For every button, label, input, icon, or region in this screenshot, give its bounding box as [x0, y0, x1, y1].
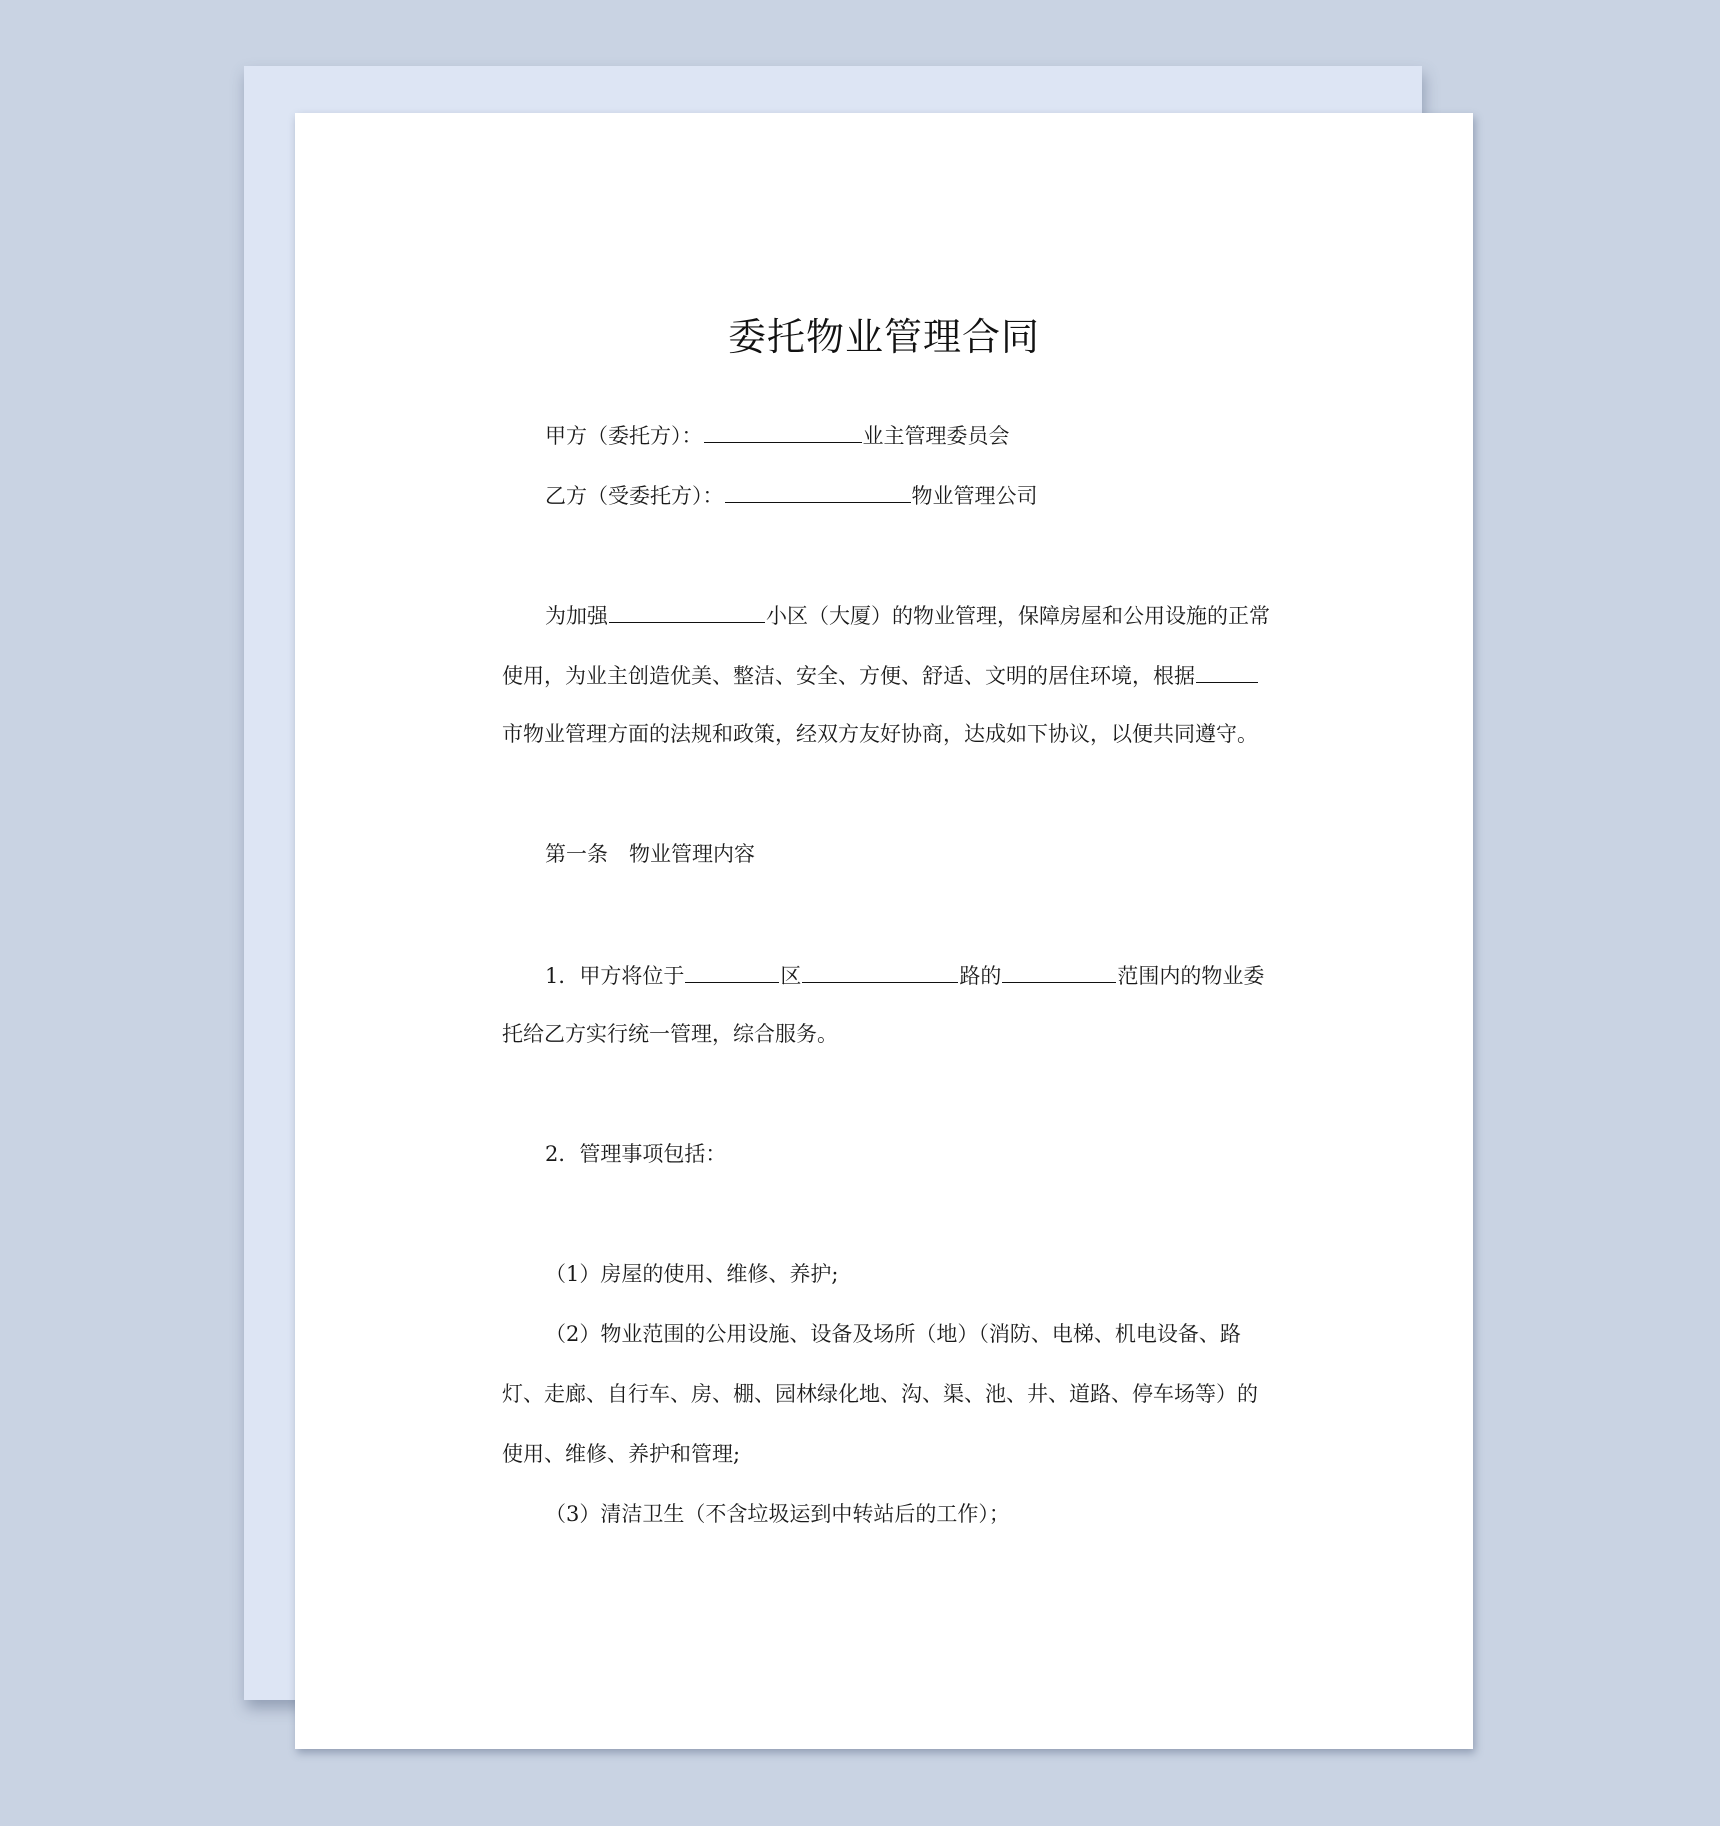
- district-blank[interactable]: [685, 960, 779, 983]
- party-b-line: [545, 480, 1038, 510]
- party-a-blank[interactable]: [704, 420, 862, 443]
- preamble-text-2: 使用，为业主创造优美、整洁、安全、方便、舒适、文明的居住环境，根据: [502, 664, 1195, 688]
- item1-prefix: 1．甲方将位于: [545, 964, 685, 988]
- scope-blank[interactable]: [1002, 960, 1116, 983]
- party-b-blank[interactable]: [725, 480, 911, 503]
- preamble-suffix: 小区（大厦）的物业管理，保障房屋和公用设施的正常: [766, 604, 1270, 628]
- party-b-suffix: 物业管理公司: [911, 484, 1038, 508]
- item1-district: 区: [780, 964, 802, 988]
- item-2-sub-2-line-1: （2）物业范围的公用设施、设备及场所（地）（消防、电梯、机电设备、路: [545, 1322, 1241, 1346]
- item-2-sub-3: （3）清洁卫生（不含垃圾运到中转站后的工作）；: [545, 1502, 1010, 1526]
- item-2-sub-2-line-2: 灯、走廊、自行车、房、棚、园林绿化地、沟、渠、池、井、道路、停车场等）的: [502, 1382, 1258, 1406]
- preamble-line-2: [502, 660, 1259, 690]
- road-blank[interactable]: [802, 960, 958, 983]
- preamble-prefix: 为加强: [545, 604, 608, 628]
- party-b-label: 乙方（受委托方）：: [545, 484, 724, 508]
- item-2-sub-1: （1）房屋的使用、维修、养护;: [545, 1262, 839, 1286]
- article-1-heading: 第一条 物业管理内容: [545, 842, 755, 866]
- party-a-line: [545, 420, 1010, 450]
- front-page-sheet: [295, 113, 1473, 1749]
- article-1-item-1: [545, 960, 1264, 990]
- article-1-item-2-heading: 2．管理事项包括：: [545, 1142, 727, 1166]
- item1-suffix: 范围内的物业委: [1117, 964, 1265, 988]
- preamble-line-1: [545, 600, 1270, 630]
- city-name-blank[interactable]: [1196, 660, 1258, 683]
- item-2-sub-2-line-3: 使用、维修、养护和管理;: [502, 1442, 741, 1466]
- party-a-suffix: 业主管理委员会: [862, 424, 1010, 448]
- document-title: 委托物业管理合同: [727, 315, 1040, 359]
- item1-road: 路的: [959, 964, 1002, 988]
- community-name-blank[interactable]: [609, 600, 765, 623]
- article-1-item-1-line-2: 托给乙方实行统一管理，综合服务。: [502, 1022, 838, 1046]
- preamble-line-3: 市物业管理方面的法规和政策，经双方友好协商，达成如下协议，以便共同遵守。: [502, 722, 1258, 746]
- party-a-label: 甲方（委托方）：: [545, 424, 703, 448]
